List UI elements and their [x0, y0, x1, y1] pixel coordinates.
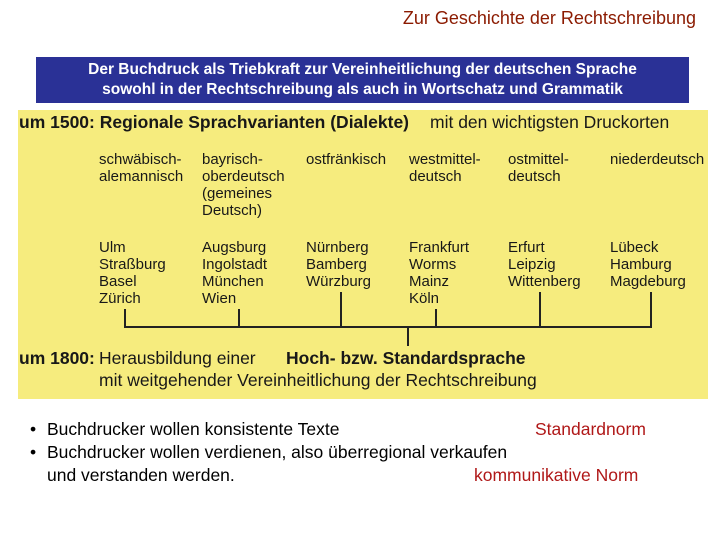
scan-header-bold: um 1500: Regionale Sprachvarianten (Dialekte)	[19, 112, 409, 132]
city: Hamburg	[610, 256, 672, 273]
connector-bar	[124, 326, 652, 328]
city: Nürnberg	[306, 239, 369, 256]
scan-header-rest: mit den wichtigsten Druckorten	[430, 112, 670, 132]
city: Ingolstadt	[202, 256, 268, 273]
norm-tag: Standardnorm	[535, 419, 646, 439]
bullet-text: Buchdrucker wollen verdienen, also überregional verkaufen	[47, 442, 508, 462]
bullet-item	[30, 441, 690, 464]
city: Erfurt	[508, 239, 545, 256]
city: Bamberg	[306, 256, 367, 273]
bullet-continuation	[30, 464, 690, 487]
topic-banner	[36, 57, 689, 103]
city: Frankfurt	[409, 239, 470, 256]
city: Straßburg	[99, 256, 166, 273]
bullet-dot: •	[30, 419, 37, 439]
city: Worms	[409, 256, 457, 273]
dialect-label: westmittel-	[409, 151, 481, 168]
city: Lübeck	[610, 239, 659, 256]
connector-line	[650, 292, 652, 328]
city: Wien	[202, 290, 237, 307]
bullet-list	[30, 418, 690, 487]
page-title: Zur Geschichte der Rechtschreibung	[402, 8, 696, 28]
bullet-text: Buchdrucker wollen konsistente Texte	[47, 419, 340, 439]
city: Leipzig	[508, 256, 556, 273]
footer-line1-text: Herausbildung einer	[99, 348, 256, 368]
dialect-label: schwäbisch-	[99, 151, 182, 168]
dialect-label: oberdeutsch	[202, 168, 285, 185]
banner-line-2: sowohl in der Rechtschreibung als auch in Wortschatz und Grammatik	[102, 81, 623, 98]
city: Würzburg	[306, 273, 372, 290]
city: Köln	[409, 290, 440, 307]
dialect-label: niederdeutsch	[610, 151, 705, 168]
city: Ulm	[99, 239, 126, 256]
footer-year: um 1800:	[19, 348, 95, 368]
dialect-label: alemannisch	[99, 168, 184, 185]
banner-line-1: Der Buchdruck als Triebkraft zur Vereinheitlichung der deutschen Sprache	[88, 61, 637, 78]
dialect-label: Deutsch)	[202, 202, 263, 219]
dialect-label: bayrisch-	[202, 151, 263, 168]
dialect-label: ostfränkisch	[306, 151, 387, 168]
city: Zürich	[99, 290, 141, 307]
dialect-label: deutsch	[409, 168, 462, 185]
city: Mainz	[409, 273, 450, 290]
connector-line	[340, 292, 342, 328]
footer-line2: mit weitgehender Vereinheitlichung der Rechtschreibung	[99, 370, 537, 390]
dialect-chart-scan	[18, 110, 708, 399]
city: Magdeburg	[610, 273, 686, 290]
city: München	[202, 273, 264, 290]
dialect-label: (gemeines	[202, 185, 273, 202]
city: Wittenberg	[508, 273, 581, 290]
footer-line1-bold: Hoch- bzw. Standardsprache	[286, 348, 526, 368]
dialect-label: deutsch	[508, 168, 561, 185]
connector-line	[539, 292, 541, 328]
bullet-item	[30, 418, 690, 441]
norm-tag: kommunikative Norm	[474, 465, 639, 485]
city: Basel	[99, 273, 137, 290]
city: Augsburg	[202, 239, 267, 256]
dialect-label: ostmittel-	[508, 151, 569, 168]
connector-stem	[407, 328, 409, 346]
bullet-text: und verstanden werden.	[47, 465, 235, 485]
bullet-dot: •	[30, 442, 37, 462]
